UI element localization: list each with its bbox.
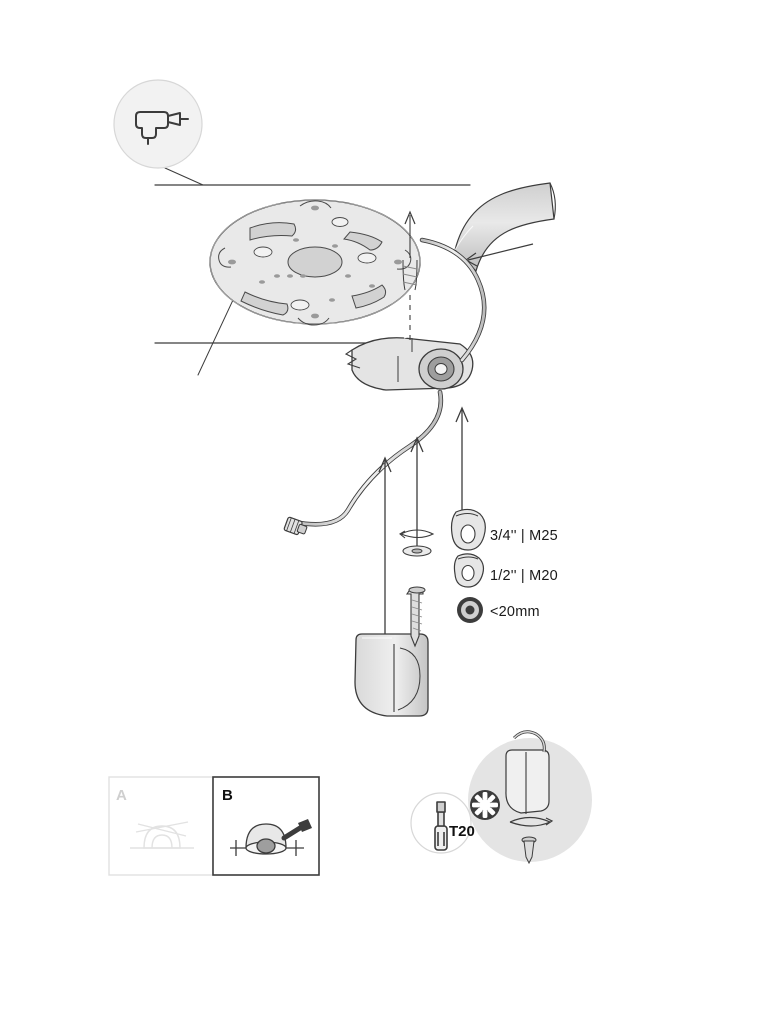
variant-b-letter: B [222,787,233,804]
gland-plug-large [452,509,486,550]
variant-a-letter: A [116,787,127,804]
gland-plug-small [454,554,483,587]
fastening-callout [410,718,595,893]
gland-option-label-m20: 1/2'' | M20 [490,568,558,584]
screwdriver-icon [435,802,447,850]
variant-selector-panel [108,776,320,876]
drill-leader-line [165,168,203,185]
gland-option-label-m25: 3/4'' | M25 [490,528,558,544]
grommet-option-label: <20mm [490,604,540,620]
sealing-washer [403,546,431,556]
torx-star-icon [470,790,500,820]
torx-size-label: T20 [449,823,475,840]
drill-callout [112,78,204,170]
cable-cover [355,634,428,716]
ceiling-mount-plate [210,200,420,325]
grommet-ring [457,597,483,623]
cable-gland-bracket [346,334,473,391]
